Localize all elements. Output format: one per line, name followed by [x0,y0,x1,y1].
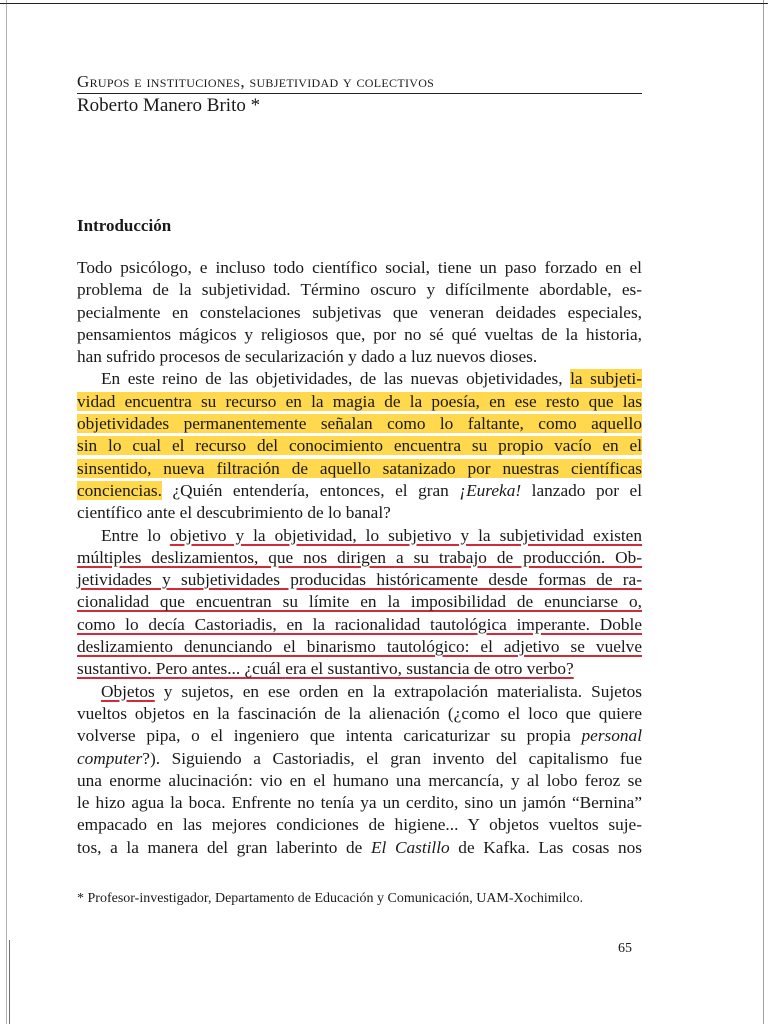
text-line [77,748,642,770]
text-run: Entre lo [101,525,170,545]
text-line [77,837,642,859]
highlighted-text: sinsentido, nueva filtración de aquello satanizado por nuestras científicas [77,458,642,478]
text-line [77,658,642,680]
italic-text: computer [77,748,143,768]
text-line: pensamientos mágicos y religiosos que, por no sé qué vueltas de la historia, [77,324,642,344]
highlighted-text: conciencias. [77,480,162,500]
text-line: pecialmente en constelaciones subjetivas que veneran deidades especiales, [77,302,642,322]
text-line [77,458,642,480]
text-line [77,547,642,569]
text-run: de Kafka. Las cosas nos [449,837,643,857]
text-line [77,480,642,502]
text-line: vueltos objetos en la fascinación de la alienación (¿como el loco que quiere [77,703,642,723]
underlined-text: Objetos [101,681,155,701]
text-line: una enorme alucinación: vio en el humano una mercancía, y al lobo feroz se [77,770,642,790]
author-name: Roberto Manero Brito * [77,95,261,116]
underlined-text: cionalidad que encuentran su límite en la imposibilidad de enunciarse o, [77,592,642,612]
text-line: han sufrido procesos de secularización y dado a luz nuevos dioses. [77,347,538,367]
text-line [77,725,642,747]
text-line [77,591,642,613]
text-run: ?). Siguiendo a Castoriadis, el gran invento del capitalismo fue [142,748,642,768]
underlined-text: múltiples deslizamientos, que nos dirigen a su trabajo de producción. Ob- [77,547,642,567]
section-heading: Introducción [77,216,172,235]
highlighted-text: sin lo cual el recurso del conocimiento encuentra su propio vacío en el [77,436,642,456]
text-run: volverse pipa, o el ingeniero que intenta caricaturizar su propia [77,726,582,746]
text-line [77,569,642,591]
underlined-text: era el sustantivo, sustancia de otro verbo? [285,659,574,679]
text-line: científico ante el descubrimiento de lo banal? [77,503,391,523]
body-text [77,257,642,859]
underlined-text: jetividades y subjetividades producidas históricamente desde formas de ra- [77,570,642,590]
underlined-text: deslizamiento denunciando el binarismo tautológico: el adjetivo se vuelve [77,637,642,657]
underlined-text: como lo decía Castoriadis, en la racionalidad tautológica imperante. Doble [77,614,642,634]
text-run: y sujetos, en ese orden en la extrapolación materialista. Sujetos [154,681,642,701]
text-run: ¿Quién entendería, entonces, el gran [161,480,460,500]
highlighted-text: vidad encuentra su recurso en la magia de la poesía, en ese resto que las [77,391,642,411]
text-line [77,525,642,547]
highlighted-text: la subjeti- [570,369,642,389]
text-line: empacado en las mejores condiciones de higiene... Y objetos vueltos suje- [77,815,642,835]
text-line: Todo psicólogo, e incluso todo científico social, tiene un paso forzado en el [77,258,642,277]
italic-text: ¡Eureka! [459,480,522,500]
highlighted-text: objetividades permanentemente señalan como lo faltante, como aquello [77,414,642,434]
text-run: tos, a la manera del gran laberinto de [77,837,371,857]
chapter-title: Grupos e instituciones, subjetividad y colectivos [77,72,642,94]
text-line [77,391,642,413]
page-number: 65 [618,941,632,956]
scan-edge-top [0,3,768,4]
text-line [77,413,642,435]
italic-text: El Castillo [370,837,450,857]
text-line [77,636,642,658]
footnote: * Profesor-investigador, Departamento de Educación y Comunicación, UAM-Xochimilco. [77,891,584,906]
text-line [77,681,642,703]
underlined-text: sustantivo. Pero antes... ¿cuál [77,659,286,679]
scan-edge-left-mark [9,940,10,1024]
scan-edge-right [763,0,764,1024]
scan-edge-left [6,0,7,1024]
text-line: le hizo agua la boca. Enfrente no tenía ya un cerdito, sino un jamón “Bernina” [77,793,642,813]
text-run: En este reino de las objetividades, de las nuevas objetividades, [101,369,571,389]
text-line [77,435,642,457]
underlined-text: objetivo y la objetividad, lo subjetivo y la subjetividad existen [169,525,642,545]
text-line [77,614,642,636]
italic-text: personal [581,726,642,746]
text-run: lanzado por el [521,480,642,500]
text-line [77,368,642,390]
text-line: problema de la subjetividad. Término oscuro y difícilmente abordable, es- [77,280,642,300]
